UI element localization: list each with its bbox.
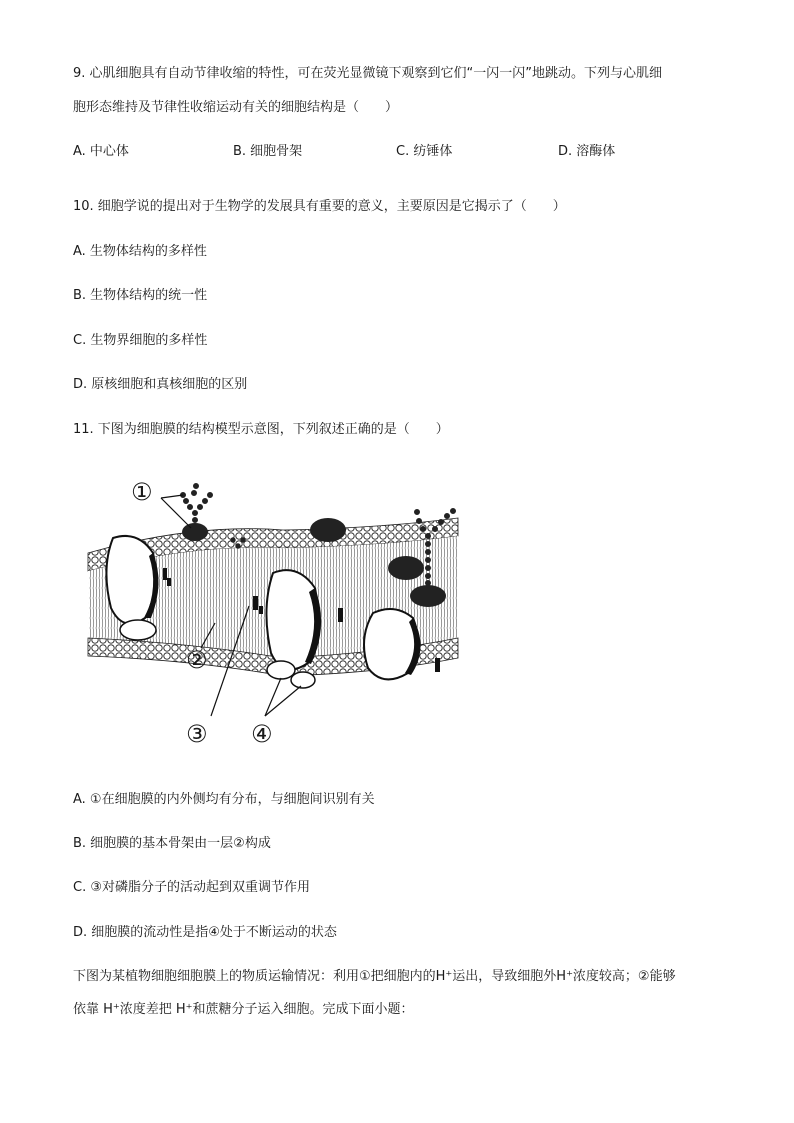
q11-option-a: A. ①在细胞膜的内外侧均有分布，与细胞间识别有关: [73, 792, 375, 807]
protein-right: [364, 609, 421, 679]
label-3: ③: [186, 720, 208, 748]
q9-option-b: B. 细胞骨架: [233, 144, 303, 159]
peripheral-protein-3: [388, 556, 424, 580]
q10-option-d: D. 原核细胞和真核细胞的区别: [73, 377, 248, 392]
q9-stem-line2: 胞形态维持及节律性收缩运动有关的细胞结构是（ ）: [73, 100, 399, 115]
label-1: ①: [131, 478, 153, 506]
q10-option-a: A. 生物体结构的多样性: [73, 244, 207, 259]
intro-line1: 下图为某植物细胞细胞膜上的物质运输情况：利用①把细胞内的H⁺运出，导致细胞外H⁺浓度较高；②能够: [73, 969, 676, 984]
q10-option-c: C. 生物界细胞的多样性: [73, 333, 208, 348]
peripheral-protein-4: [410, 585, 446, 607]
label-2: ②: [186, 646, 208, 674]
q11-option-d: D. 细胞膜的流动性是指④处于不断运动的状态: [73, 925, 337, 940]
cell-membrane-diagram: [83, 468, 463, 758]
peripheral-protein-2: [310, 518, 346, 542]
q11-option-b: B. 细胞膜的基本骨架由一层②构成: [73, 836, 271, 851]
label-4: ④: [251, 720, 273, 748]
q10-stem: 10. 细胞学说的提出对于生物学的发展具有重要的意义，主要原因是它揭示了（ ）: [73, 199, 566, 214]
q11-stem: 11. 下图为细胞膜的结构模型示意图，下列叙述正确的是（ ）: [73, 422, 449, 437]
intro-line2: 依靠 H⁺浓度差把 H⁺和蔗糖分子运入细胞。完成下面小题：: [73, 1002, 414, 1017]
q11-option-c: C. ③对磷脂分子的活动起到双重调节作用: [73, 880, 310, 895]
q9-stem-line1: 9. 心肌细胞具有自动节律收缩的特性，可在荧光显微镜下观察到它们“一闪一闪”地跳动。下列与心肌细: [73, 66, 663, 81]
q10-option-b: B. 生物体结构的统一性: [73, 288, 208, 303]
q9-option-a: A. 中心体: [73, 144, 129, 159]
q9-option-d: D. 溶酶体: [558, 144, 616, 159]
peripheral-protein-1: [182, 523, 208, 541]
q9-option-c: C. 纺锤体: [396, 144, 453, 159]
